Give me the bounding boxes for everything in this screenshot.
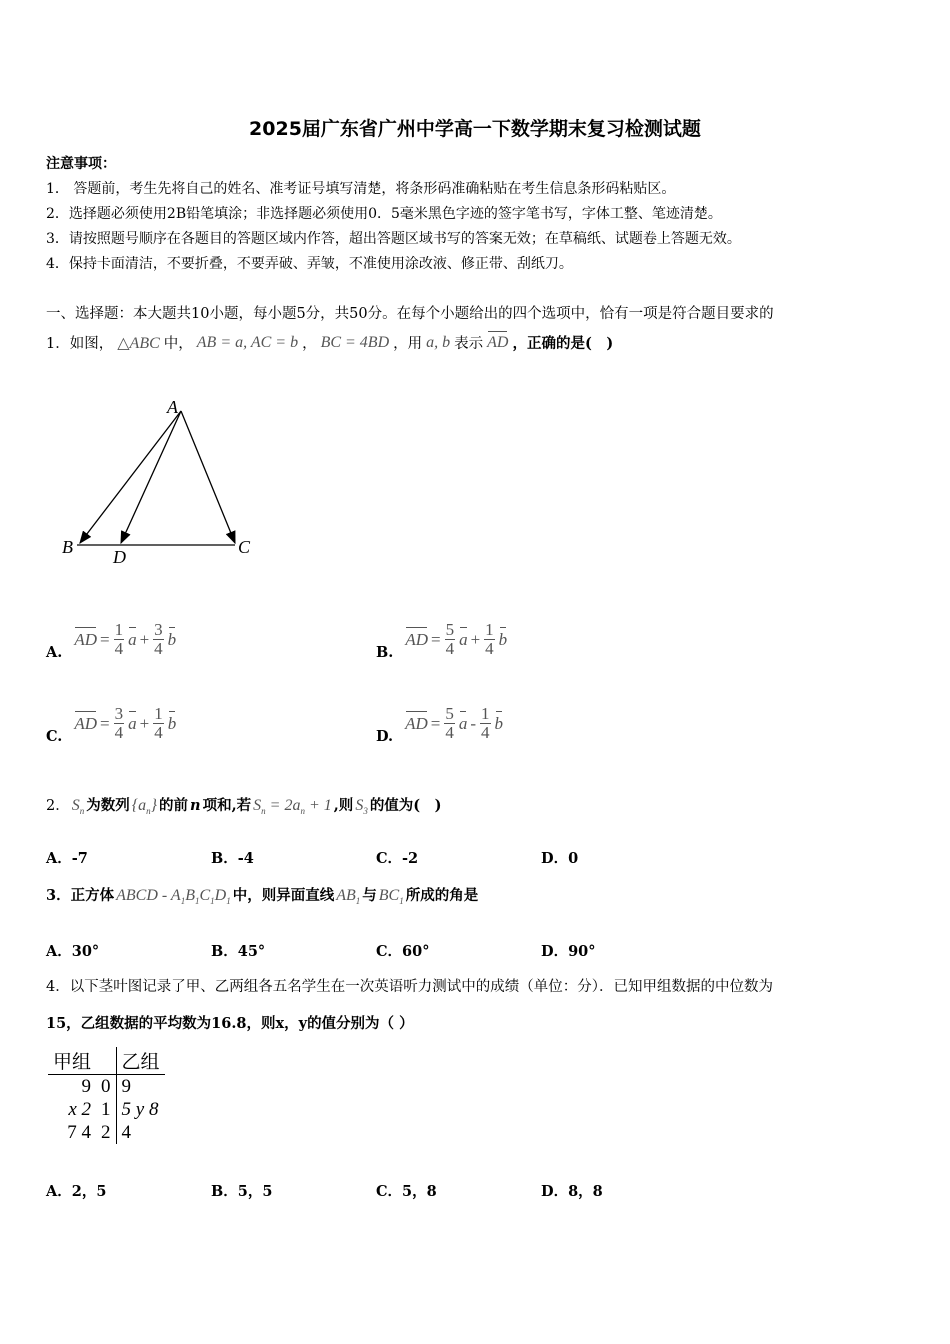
q1-triangle-math: △ABC [117,334,160,352]
operator: + [139,713,150,733]
section-heading: 一、选择题：本大题共10小题，每小题5分，共50分。在每个小题给出的四个选项中，恰有一项是符合题目要求的 [46,306,774,322]
q2-sequence-math: $\{a_n\}$ [131,797,158,817]
q2-text: 为数列 [86,797,130,814]
note-item: 2．选择题必须使用2B铅笔填涂；非选择题必须使用0．5毫米黑色字迹的签字笔书写，字体工整、笔迹清楚。 [46,206,722,222]
q1-text: ，正确的是( ) [512,335,614,352]
coef-den: 4 [114,723,124,742]
question-4-line2: 15，乙组数据的平均数为16.8，则x，y的值分别为（ ） [46,1015,414,1032]
triangle-figure [55,395,265,570]
q2-s3-math: $S_3$ [355,797,368,817]
q2-text: ,则 [333,797,354,814]
q1-text: 表示 [454,336,484,352]
q3-text: 所成的角是 [405,887,479,904]
option-label: C. [46,728,63,745]
question-4-line1: 4．以下茎叶图记录了甲、乙两组各五名学生在一次英语听力测试中的成绩（单位：分）．已知甲组数据的中位数为 [46,979,773,995]
leaf-left: 7 4 [67,1121,92,1143]
leaf-right: 4 [121,1121,132,1143]
q1-given-math: AB = a, AC = b [196,333,299,351]
question-3 [46,884,478,906]
q3-line-bc1: $BC_1$ [378,887,404,907]
note-item: 3．请按照题号顺序在各题目的答题区域内作答，超出答题区域书写的答案无效；在草稿纸、试题卷上答题无效。 [46,231,741,247]
q2-condition-math: $S_n = 2a_n + 1$ [253,797,332,817]
q1-basis-math: a, b [426,333,451,351]
q3-line-ab1: $AB_1$ [336,887,361,907]
q3-cube-math: ABCD - $A_1B_1C_1D_1$ [116,887,231,907]
question-1 [46,332,613,353]
operator: + [139,629,150,649]
option-label: A. [46,644,63,661]
note-item: 4．保持卡面清洁，不要折叠，不要弄破、弄皱，不准使用涂改液、修正带、刮纸刀。 [46,256,573,272]
coef-num: 5 [445,704,454,724]
coef-num: 3 [114,704,124,724]
q3-text: 中，则异面直线 [232,887,335,904]
coef-den: 4 [481,723,490,742]
coef-num: 1 [485,620,494,640]
stem-header-jia: 甲组 [53,1052,92,1073]
q1-text: ，用 [393,336,423,352]
option-expression: AD = $\frac{1}{4}$ a + $\frac{3}{4}$ b [74,620,177,658]
q4-option-c[interactable]: C．5，8 [376,1183,437,1200]
q1-option-b[interactable] [376,618,507,661]
coef-den: 4 [154,723,163,742]
option-expression: AD = $\frac{5}{4}$ a + $\frac{1}{4}$ b [405,620,508,658]
q3-option-b[interactable]: B．45° [211,943,266,960]
q1-number: 1．如图， [46,336,114,352]
option-label: D. [376,728,394,745]
vertex-label-b: B [62,537,73,557]
q3-option-c[interactable]: C．60° [376,943,430,960]
page-title: 2025届广东省广州中学高一下数学期末复习检测试题 [249,118,701,140]
q1-option-c[interactable] [46,702,176,745]
q3-text: 与 [362,887,377,904]
coef-num: 1 [114,620,124,640]
q1-option-a[interactable] [46,618,176,661]
q2-sum-math: $S_n$ [71,797,85,817]
q1-ratio-math: BC = 4BD [320,333,390,351]
q1-option-d[interactable] [376,702,503,745]
q1-text: 中， [163,336,193,352]
q2-number: 2． [46,798,70,814]
q2-option-a[interactable]: A．-7 [46,850,88,867]
q3-option-d[interactable]: D．90° [541,943,596,960]
option-expression: AD = $\frac{5}{4}$ a - $\frac{1}{4}$ b [405,704,504,742]
coef-num: 5 [445,620,455,640]
q2-option-b[interactable]: B．-4 [211,850,254,867]
leaf-right: 9 [121,1075,132,1097]
coef-den: 4 [485,639,494,658]
coef-den: 4 [154,639,163,658]
q1-target-vector: AD [487,333,509,351]
coef-num: 3 [154,620,163,640]
q2-text: 项和,若 [202,797,252,814]
operator: + [470,629,481,649]
coef-num: 1 [154,704,163,724]
note-item: 1． 答题前，考生先将自己的姓名、准考证号填写清楚，将条形码准确粘贴在考生信息条形码粘贴区。 [46,181,676,197]
vertex-label-d: D [113,547,126,567]
q2-option-c[interactable]: C．-2 [376,850,419,867]
q4-option-a[interactable]: A．2，5 [46,1183,107,1200]
q2-option-d[interactable]: D．0 [541,850,579,867]
stem-value: 0 [96,1075,116,1099]
stem-value: 2 [96,1121,116,1144]
question-2 [46,794,442,816]
q4-option-b[interactable]: B．5，5 [211,1183,273,1200]
option-label: B. [376,644,394,661]
coef-den: 4 [445,723,454,742]
leaf-left: x 2 [68,1098,92,1120]
option-expression: AD = $\frac{3}{4}$ a + $\frac{1}{4}$ b [74,704,177,742]
q2-text: n [190,797,201,814]
q2-text: 的值为( ) [369,797,442,814]
leaf-right: 5 y 8 [121,1098,159,1120]
stem-header-yi: 乙组 [121,1052,160,1073]
q1-text: ， [302,336,317,352]
coef-num: 1 [481,704,490,724]
stem-leaf-plot [48,1047,165,1144]
coef-den: 4 [445,639,455,658]
q3-option-a[interactable]: A．30° [46,943,100,960]
vector-ac [181,411,235,543]
q3-number: 3．正方体 [46,887,115,904]
operator: - [470,713,477,733]
vertex-label-a: A [167,397,178,417]
coef-den: 4 [114,639,124,658]
stem-value: 1 [96,1098,116,1121]
vertex-label-c: C [238,537,251,557]
leaf-left: 9 [81,1075,92,1097]
q4-option-d[interactable]: D．8，8 [541,1183,603,1200]
q2-text: 的前 [159,797,189,814]
notes-heading: 注意事项： [46,156,116,172]
